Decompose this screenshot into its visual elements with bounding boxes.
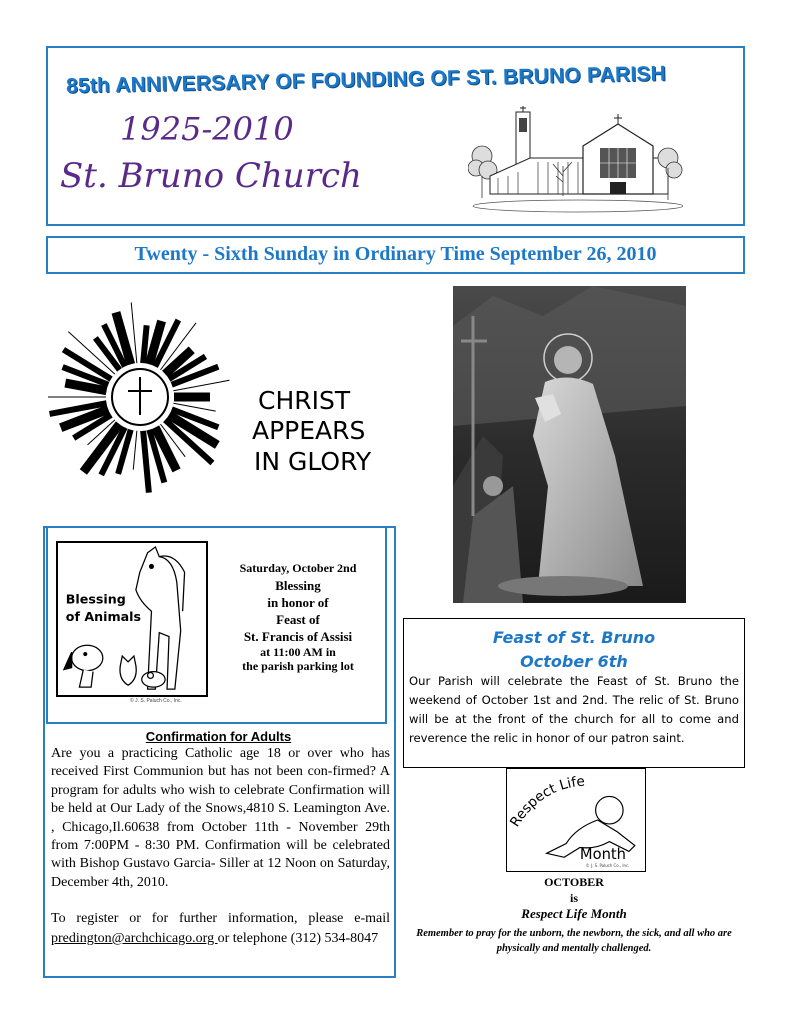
glory-ray [133,431,137,470]
animals-art-label1: Blessing [65,591,126,607]
header-banner [46,46,745,226]
christ-text-line2: APPEARS [252,416,366,445]
christ-text-line1: CHRIST [258,386,351,415]
confirmation-body: Are you a practicing Catholic age 18 or over who has received First Communion but has not been con-firmed? A program for adults who wish to celebrate Confirmation will be held at Our Lady of the Snows,4810 S. Leamington Ave. , Chicago,Il.60638 from October 11th - November 29th from 7:00PM - 8:30 PM. Confirmation will be celebrated with Bishop Gustavo Garcia- Siller at 12 Noon on Saturday, December 4th, 2010. [51,746,390,890]
feast-title-line1: Feast of St. Bruno [492,628,656,647]
christ-appears-illustration [48,287,388,509]
svg-text:Respect Life [507,774,585,830]
feast-title [404,626,744,674]
contact-suffix: or telephone (312) 534-8047 [217,931,379,946]
respect-art-bottom: Month [579,846,627,864]
confirmation-contact [51,909,390,949]
christ-text-line3: IN GLORY [254,447,372,476]
respect-life-note: Remember to pray for the unborn, the newborn, the sick, and all who are physically and mentally challenged. [416,928,732,954]
blessing-line6: the parish parking lot [242,659,354,673]
date-banner [46,236,745,274]
date-banner-text: Twenty - Sixth Sunday in Ordinary Time September 26, 2010 [134,243,657,265]
confirmation-title: Confirmation for Adults [145,729,292,744]
animals-art-label2: of Animals [65,608,142,624]
glory-ray [143,325,147,363]
blessing-line2: in honor of [267,595,329,610]
blessing-line3: Feast of [276,612,320,627]
church-name: St. Bruno Church [60,156,362,196]
respect-life-title: Respect Life Month [521,906,627,921]
church-illustration [468,106,683,214]
blessing-details [208,560,388,673]
blessing-line4: St. Francis of Assisi [243,629,353,644]
respect-month: OCTOBER [544,875,604,889]
blessing-of-animals-illustration [56,541,208,697]
contact-prefix: To register or for further information, please e-mail [51,911,390,926]
feast-box [403,618,745,768]
blessing-line1: Blessing [275,578,321,593]
respect-life-label [403,874,745,922]
st-bruno-photo [453,286,686,603]
blessing-date: Saturday, October 2nd [239,561,357,575]
email-link[interactable]: predington@archchicago.org [51,931,218,946]
respect-art-copyright: © J. S. Paluch Co., Inc. [585,863,630,869]
respect-life-illustration [506,768,646,872]
blessing-line5: at 11:00 AM in [260,645,336,659]
feast-title-line2: October 6th [520,652,628,671]
header-years: 1925-2010 [120,110,294,148]
glory-ray [143,431,149,493]
respect-art-top: Respect Life [507,773,586,830]
anniversary-title: 85th ANNIVERSARY OF FOUNDING OF ST. BRUNO PARISH [65,62,667,98]
feast-body: Our Parish will celebrate the Feast of St. Bruno the weekend of October 1st and 2nd. The relic of St. Bruno will be at the front of the church for all to come and reverence the relic in honor of our patron saint. [409,674,739,745]
animals-art-copyright: © J. S. Paluch Co., Inc. [130,698,182,704]
respect-is: is [569,891,578,905]
